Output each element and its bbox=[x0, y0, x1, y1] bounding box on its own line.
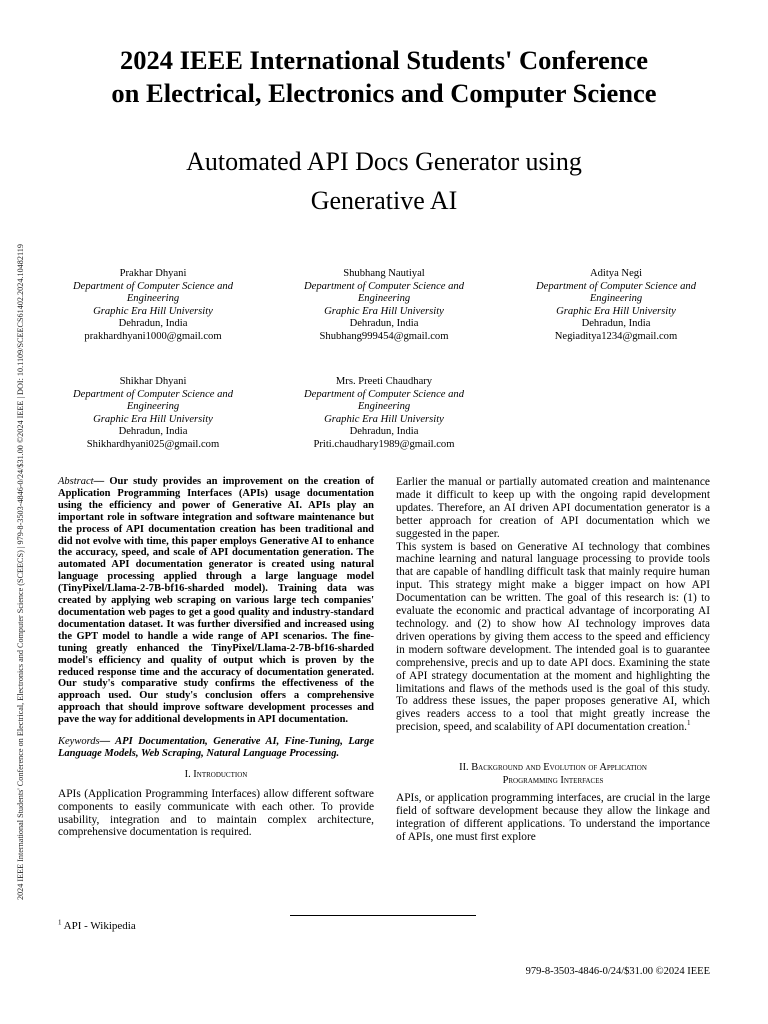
author-block bbox=[269, 376, 499, 452]
author-dept-cont: Engineering bbox=[357, 293, 411, 305]
author-block bbox=[38, 268, 268, 344]
conference-title-line2: on Electrical, Electronics and Computer Science bbox=[111, 78, 657, 108]
body-paragraph-2-text: This system is based on Generative AI technology that combines machine learning and natural language processing to provide tools that are capable of handling difficult task that mainly require human input. This strategy might make a bigger impact on how API Documentation can be written. The goal of this research is: (1) to evaluate the economic and practical advantage of incorporating AI technology. and (2) to show how AI technology improves data driven operations by giving them access to the speed and efficiency in modern software development. The intended goal is to guarantee comprehensive, precis and up to date API docs. Examining the state of API strategy documentation at the moment and highlighting the limitations and flaws of the methods used is the goal of this study. To address these issues, the paper proposes generative AI, which gives readers access to a tool that might greatly increase the precision, speed, and scalability of API documentation creation. bbox=[396, 540, 710, 734]
conference-title bbox=[30, 44, 738, 110]
author-name: Aditya Negi bbox=[589, 268, 643, 279]
introduction-paragraph: APIs (Application Programming Interfaces) allow different software components to easily communicate with each other. To provide usability, integration and to maintain complex architecture, comprehensive documentation is required. bbox=[58, 787, 374, 839]
author-city: Dehradun, India bbox=[349, 318, 419, 330]
author-city: Dehradun, India bbox=[118, 318, 188, 330]
body-paragraph-2 bbox=[396, 541, 710, 735]
author-email: prakhardhyani1000@gmail.com bbox=[84, 330, 222, 342]
footnote-marker: 1 bbox=[687, 719, 691, 728]
footnote-number: 1 bbox=[58, 918, 62, 927]
author-city: Dehradun, India bbox=[349, 426, 419, 438]
right-column bbox=[396, 476, 710, 844]
section-heading-background-line2: Programming Interfaces bbox=[502, 775, 604, 787]
author-univ: Graphic Era Hill University bbox=[324, 413, 444, 425]
author-dept-cont: Engineering bbox=[357, 401, 411, 413]
author-block bbox=[501, 268, 731, 344]
author-dept: Department of Computer Science and bbox=[72, 388, 234, 400]
paper-title-line1: Automated API Docs Generator using bbox=[186, 147, 582, 176]
doi-sidebar bbox=[12, 120, 28, 900]
body-paragraph: Earlier the manual or partially automated creation and maintenance made it difficult to keep up with the ongoing rapid development updates. Therefore, an AI driven API documentation generator is a better approach for creation of API documentation which we suggested in the paper. bbox=[396, 476, 710, 540]
section-heading-background bbox=[396, 761, 710, 787]
footnote-text: API - Wikipedia bbox=[61, 920, 136, 932]
footnote-divider bbox=[290, 915, 476, 916]
author-univ: Graphic Era Hill University bbox=[324, 305, 444, 317]
abstract-label: Abstract bbox=[58, 476, 94, 487]
author-dept: Department of Computer Science and bbox=[303, 280, 465, 292]
author-dept: Department of Computer Science and bbox=[535, 280, 697, 292]
author-email: Negiaditya1234@gmail.com bbox=[554, 330, 678, 342]
paper-title-line2: Generative AI bbox=[310, 186, 458, 215]
author-city: Dehradun, India bbox=[581, 318, 651, 330]
author-block bbox=[269, 268, 499, 344]
author-email: Shubhang999454@gmail.com bbox=[319, 330, 449, 342]
keywords bbox=[58, 736, 374, 760]
keywords-text: — API Documentation, Generative AI, Fine-Tuning, Large Language Models, Web Scraping, Natural Language Processing. bbox=[58, 736, 374, 759]
author-univ: Graphic Era Hill University bbox=[93, 305, 213, 317]
author-dept-cont: Engineering bbox=[126, 293, 180, 305]
author-block bbox=[38, 376, 268, 452]
author-dept: Department of Computer Science and bbox=[303, 388, 465, 400]
author-email: Shikhardhyani025@gmail.com bbox=[86, 438, 220, 450]
author-univ: Graphic Era Hill University bbox=[93, 413, 213, 425]
author-name: Shikhar Dhyani bbox=[119, 376, 187, 387]
copyright-line: 979-8-3503-4846-0/24/$31.00 ©2024 IEEE bbox=[525, 966, 710, 977]
author-univ: Graphic Era Hill University bbox=[556, 305, 676, 317]
conference-title-line1: 2024 IEEE International Students' Conference bbox=[119, 45, 649, 75]
author-dept-cont: Engineering bbox=[589, 293, 643, 305]
abstract-text: — Our study provides an improvement on the creation of Application Programming Interfaces (APIs) usage documentation using the efficiency and power of Generative AI. APIs play an important role in software integration and software maintenance but the process of API documentation creation has been traditional and did not evolve with time, this paper employs Generative AI to enhance the accuracy, speed, and scale of API documentation generation. The automated API documentation generator is created using natural language processing applied through a large language model (TinyPixel/Llama-2-7B-bf16-sharded model). Training data was created by applying web scraping on various large tech companies' documentation web pages to get a good quality and industry-standard documentation dataset. It was further diversified and increased using the GPT model to handle a wide range of API scenarios. The fine-tuning greatly enhanced the TinyPixel/Llama-2-7B-bf16-sharded model's efficiency and quality of output which is proven by the reduced response time and the accuracy of documentation generated. Our study's comparative study confirms the effectiveness of the approach used. Our study's conclusion offers a comprehensive approach that should improve software development processes and pave the way for additional developments in API documentation. bbox=[58, 476, 374, 726]
author-dept: Department of Computer Science and bbox=[72, 280, 234, 292]
keywords-label: Keywords bbox=[58, 736, 100, 748]
section-heading-background-line1: II. Background and Evolution of Application bbox=[459, 762, 647, 774]
paper-title bbox=[30, 142, 738, 220]
background-paragraph: APIs, or application programming interfaces, are crucial in the large field of software development because they allow the linkage and integration of different applications. To understand the importance of APIs, one must first explore bbox=[396, 792, 710, 843]
author-city: Dehradun, India bbox=[118, 426, 188, 438]
footnote bbox=[58, 920, 136, 932]
section-heading-introduction: I. Introduction bbox=[184, 768, 248, 780]
author-name: Shubhang Nautiyal bbox=[343, 268, 425, 279]
left-column bbox=[58, 476, 374, 839]
author-dept-cont: Engineering bbox=[126, 401, 180, 413]
abstract bbox=[58, 476, 374, 726]
doi-sidebar-text: 2024 IEEE International Students' Conference on Electrical, Electronics and Computer Science (SCEECS) | 979-8-3503-4846-0/24/$31.00 ©2024 IEEE | DOI: 10.1109/SCEECS61402.2024.10482119 bbox=[16, 244, 25, 900]
author-name: Mrs. Preeti Chaudhary bbox=[335, 376, 433, 387]
author-email: Priti.chaudhary1989@gmail.com bbox=[313, 438, 455, 450]
author-name: Prakhar Dhyani bbox=[119, 268, 187, 279]
